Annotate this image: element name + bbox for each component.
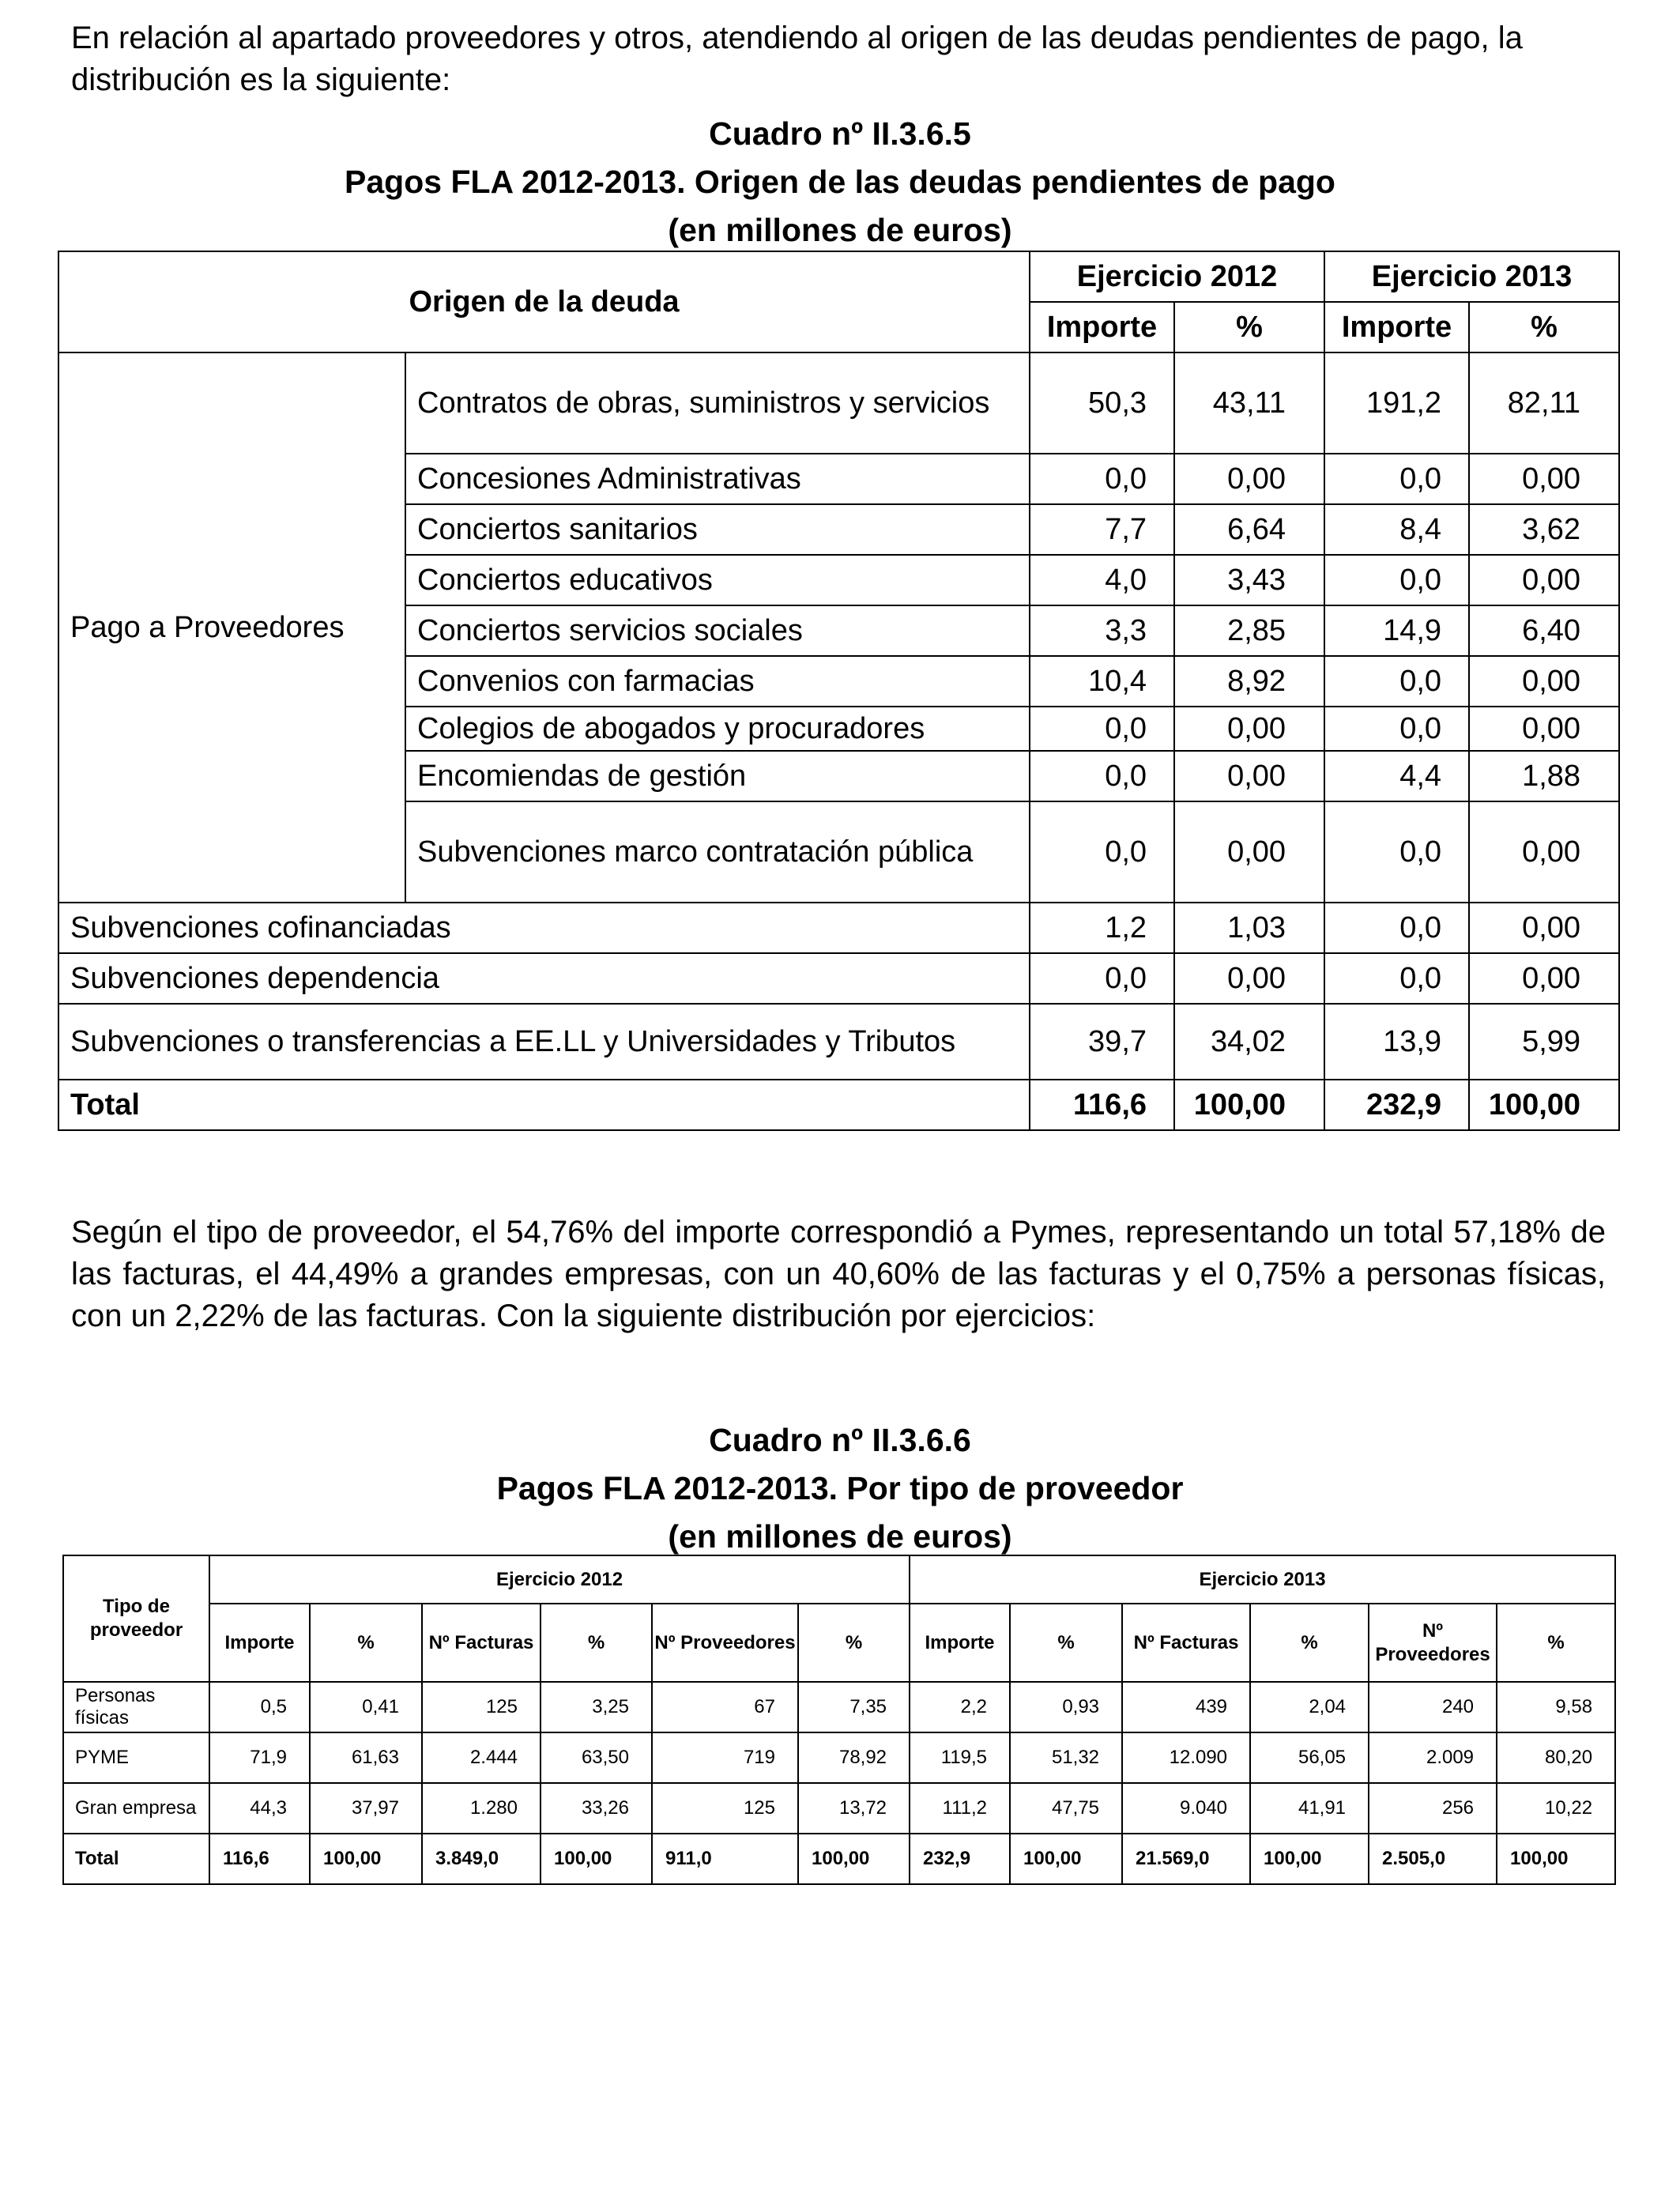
table1-caption-unit: (en millones de euros): [668, 212, 1012, 248]
subheader-2012-2: Nº Facturas: [422, 1604, 541, 1682]
cell-value: 9.040: [1122, 1783, 1250, 1834]
cell-value: 13,72: [798, 1783, 910, 1834]
table-row: [58, 903, 1619, 953]
header-pct-2012: %: [1174, 302, 1324, 352]
cell-value: 3,25: [541, 1682, 652, 1732]
row-label: Concesiones Administrativas: [405, 454, 1030, 504]
subheader-2012-1: %: [310, 1604, 422, 1682]
row-label: PYME: [63, 1732, 209, 1783]
table-row: [63, 1732, 1615, 1783]
total-label: Total: [58, 1080, 1030, 1130]
cell-value: 1,88: [1469, 751, 1619, 801]
total-value: 21.569,0: [1122, 1834, 1250, 1884]
row-label: Colegios de abogados y procuradores: [405, 707, 1030, 751]
cell-value: 8,92: [1174, 656, 1324, 707]
cell-value: 41,91: [1250, 1783, 1369, 1834]
table-row: [58, 1004, 1619, 1080]
cell-value: 0,5: [209, 1682, 310, 1732]
total-value: 100,00: [1174, 1080, 1324, 1130]
cell-value: 14,9: [1324, 605, 1469, 656]
cell-value: 0,0: [1324, 656, 1469, 707]
table1-caption: [0, 110, 1680, 254]
cell-value: 2,04: [1250, 1682, 1369, 1732]
row-label: Encomiendas de gestión: [405, 751, 1030, 801]
header-tipo-proveedor: Tipo de proveedor: [63, 1555, 209, 1682]
cell-value: 47,75: [1010, 1783, 1122, 1834]
total-row: [58, 1080, 1619, 1130]
total-value: 911,0: [652, 1834, 798, 1884]
table-row: [58, 953, 1619, 1004]
header-year-2013: Ejercicio 2013: [1324, 251, 1619, 302]
total-value: 100,00: [1469, 1080, 1619, 1130]
table-row: [58, 352, 1619, 454]
cell-value: 0,00: [1469, 953, 1619, 1004]
cell-value: 0,00: [1469, 454, 1619, 504]
table2-caption-title: Pagos FLA 2012-2013. Por tipo de proveedor: [496, 1470, 1184, 1506]
total-value: 100,00: [1497, 1834, 1615, 1884]
row-label: Conciertos servicios sociales: [405, 605, 1030, 656]
total-value: 232,9: [1324, 1080, 1469, 1130]
debt-origin-table: [58, 251, 1620, 1131]
cell-value: 67: [652, 1682, 798, 1732]
supplier-type-table: [62, 1555, 1616, 1885]
header-year-2013: Ejercicio 2013: [910, 1555, 1615, 1604]
cell-value: 719: [652, 1732, 798, 1783]
subheader-2012-5: %: [798, 1604, 910, 1682]
cell-value: 6,40: [1469, 605, 1619, 656]
cell-value: 4,4: [1324, 751, 1469, 801]
total-value: 100,00: [798, 1834, 910, 1884]
cell-value: 2,85: [1174, 605, 1324, 656]
cell-value: 4,0: [1030, 555, 1174, 605]
subheader-2013-5: %: [1497, 1604, 1615, 1682]
header-year-2012: Ejercicio 2012: [209, 1555, 910, 1604]
intro-paragraph: En relación al apartado proveedores y otros, atendiendo al origen de las deudas pendientes de pago, la distribución es la siguiente:: [71, 21, 1523, 97]
cell-value: 111,2: [910, 1783, 1010, 1834]
cell-value: 191,2: [1324, 352, 1469, 454]
table-row: [63, 1682, 1615, 1732]
row-label: Conciertos educativos: [405, 555, 1030, 605]
cell-value: 0,0: [1324, 454, 1469, 504]
cell-value: 0,0: [1030, 801, 1174, 903]
subheader-2013-4: Nº Proveedores: [1369, 1604, 1497, 1682]
cell-value: 0,93: [1010, 1682, 1122, 1732]
cell-value: 240: [1369, 1682, 1497, 1732]
cell-value: 71,9: [209, 1732, 310, 1783]
cell-value: 0,00: [1469, 555, 1619, 605]
total-value: 2.505,0: [1369, 1834, 1497, 1884]
row-label: Subvenciones cofinanciadas: [58, 903, 1030, 953]
table1-caption-number: Cuadro nº II.3.6.5: [709, 115, 971, 152]
cell-value: 61,63: [310, 1732, 422, 1783]
cell-value: 1.280: [422, 1783, 541, 1834]
cell-value: 0,0: [1030, 454, 1174, 504]
cell-value: 0,00: [1174, 751, 1324, 801]
cell-value: 119,5: [910, 1732, 1010, 1783]
table1-caption-title: Pagos FLA 2012-2013. Origen de las deudas pendientes de pago: [345, 164, 1335, 200]
total-value: 116,6: [1030, 1080, 1174, 1130]
header-importe-2012: Importe: [1030, 302, 1174, 352]
header-year-2012: Ejercicio 2012: [1030, 251, 1324, 302]
cell-value: 3,3: [1030, 605, 1174, 656]
cell-value: 0,00: [1174, 707, 1324, 751]
row-label: Gran empresa: [63, 1783, 209, 1834]
cell-value: 12.090: [1122, 1732, 1250, 1783]
cell-value: 0,41: [310, 1682, 422, 1732]
cell-value: 5,99: [1469, 1004, 1619, 1080]
cell-value: 0,00: [1469, 656, 1619, 707]
cell-value: 10,22: [1497, 1783, 1615, 1834]
subheader-2013-3: %: [1250, 1604, 1369, 1682]
header-importe-2013: Importe: [1324, 302, 1469, 352]
total-row: [63, 1834, 1615, 1884]
row-label: Contratos de obras, suministros y servicios: [405, 352, 1030, 454]
total-value: 232,9: [910, 1834, 1010, 1884]
total-value: 3.849,0: [422, 1834, 541, 1884]
cell-value: 33,26: [541, 1783, 652, 1834]
cell-value: 63,50: [541, 1732, 652, 1783]
cell-value: 8,4: [1324, 504, 1469, 555]
supplier-type-paragraph: Según el tipo de proveedor, el 54,76% del importe correspondió a Pymes, representando un total 57,18% de las facturas, el 44,49% a grandes empresas, con un 40,60% de las facturas y el 0,75% a personas físicas, con un 2,22% de las facturas. Con la siguiente distribución por ejercicios:: [71, 1215, 1606, 1333]
total-value: 100,00: [310, 1834, 422, 1884]
cell-value: 80,20: [1497, 1732, 1615, 1783]
cell-value: 0,00: [1469, 801, 1619, 903]
cell-value: 125: [652, 1783, 798, 1834]
cell-value: 50,3: [1030, 352, 1174, 454]
subheader-2013-1: %: [1010, 1604, 1122, 1682]
cell-value: 44,3: [209, 1783, 310, 1834]
cell-value: 0,00: [1174, 454, 1324, 504]
cell-value: 34,02: [1174, 1004, 1324, 1080]
total-label: Total: [63, 1834, 209, 1884]
row-label: Personas físicas: [63, 1682, 209, 1732]
cell-value: 1,03: [1174, 903, 1324, 953]
cell-value: 0,0: [1324, 801, 1469, 903]
cell-value: 0,00: [1469, 903, 1619, 953]
cell-value: 3,43: [1174, 555, 1324, 605]
cell-value: 125: [422, 1682, 541, 1732]
cell-value: 37,97: [310, 1783, 422, 1834]
cell-value: 0,0: [1324, 555, 1469, 605]
cell-value: 39,7: [1030, 1004, 1174, 1080]
cell-value: 6,64: [1174, 504, 1324, 555]
header-pct-2013: %: [1469, 302, 1619, 352]
subheader-2012-4: Nº Proveedores: [652, 1604, 798, 1682]
total-value: 100,00: [1250, 1834, 1369, 1884]
cell-value: 0,0: [1324, 953, 1469, 1004]
cell-value: 56,05: [1250, 1732, 1369, 1783]
cell-value: 0,0: [1030, 953, 1174, 1004]
cell-value: 0,0: [1030, 751, 1174, 801]
cell-value: 7,35: [798, 1682, 910, 1732]
cell-value: 0,0: [1030, 707, 1174, 751]
cell-value: 256: [1369, 1783, 1497, 1834]
table2-caption-number: Cuadro nº II.3.6.6: [709, 1422, 971, 1458]
cell-value: 0,0: [1324, 903, 1469, 953]
group-label-pago-proveedores: Pago a Proveedores: [58, 352, 405, 903]
cell-value: 2,2: [910, 1682, 1010, 1732]
total-value: 116,6: [209, 1834, 310, 1884]
table-row: [63, 1783, 1615, 1834]
subheader-2013-2: Nº Facturas: [1122, 1604, 1250, 1682]
row-label: Subvenciones marco contratación pública: [405, 801, 1030, 903]
cell-value: 82,11: [1469, 352, 1619, 454]
table2-caption-unit: (en millones de euros): [668, 1518, 1012, 1555]
total-value: 100,00: [541, 1834, 652, 1884]
cell-value: 0,00: [1174, 801, 1324, 903]
row-label: Convenios con farmacias: [405, 656, 1030, 707]
cell-value: 51,32: [1010, 1732, 1122, 1783]
table2-caption: [0, 1416, 1680, 1561]
subheader-2012-3: %: [541, 1604, 652, 1682]
cell-value: 13,9: [1324, 1004, 1469, 1080]
row-label: Subvenciones dependencia: [58, 953, 1030, 1004]
cell-value: 1,2: [1030, 903, 1174, 953]
cell-value: 43,11: [1174, 352, 1324, 454]
header-origin: Origen de la deuda: [58, 251, 1030, 352]
total-value: 100,00: [1010, 1834, 1122, 1884]
cell-value: 10,4: [1030, 656, 1174, 707]
cell-value: 439: [1122, 1682, 1250, 1732]
row-label: Subvenciones o transferencias a EE.LL y Universidades y Tributos: [58, 1004, 1030, 1080]
cell-value: 0,00: [1469, 707, 1619, 751]
subheader-2013-0: Importe: [910, 1604, 1010, 1682]
cell-value: 0,0: [1324, 707, 1469, 751]
subheader-2012-0: Importe: [209, 1604, 310, 1682]
cell-value: 3,62: [1469, 504, 1619, 555]
cell-value: 9,58: [1497, 1682, 1615, 1732]
row-label: Conciertos sanitarios: [405, 504, 1030, 555]
cell-value: 2.009: [1369, 1732, 1497, 1783]
cell-value: 2.444: [422, 1732, 541, 1783]
cell-value: 0,00: [1174, 953, 1324, 1004]
cell-value: 7,7: [1030, 504, 1174, 555]
cell-value: 78,92: [798, 1732, 910, 1783]
